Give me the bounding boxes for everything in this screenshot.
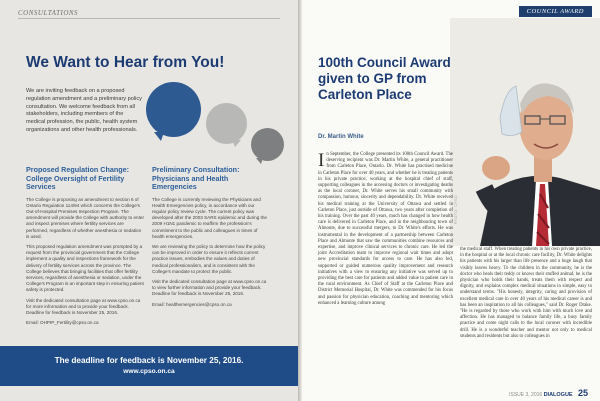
- deadline-banner: [0, 346, 298, 386]
- drop-cap: I: [318, 150, 325, 171]
- section-divider: [18, 18, 280, 19]
- fertility-link-paragraph[interactable]: Visit the dedicated consultation page at www.cpso.on.ca for more information and to provide your feedback. Deadline for feedback is November 25, 2016.: [26, 297, 141, 315]
- section-tag-council-award: COUNCIL AWARD: [519, 6, 592, 17]
- emergencies-link-paragraph[interactable]: Visit the dedicated consultation page at www.cpso.on.ca to view further information and provide your feedback. Deadline for feedback is November 25, 2016.: [152, 278, 267, 297]
- issue-label: ISSUE 3, 2016: [509, 392, 543, 398]
- left-page: [0, 0, 298, 401]
- photo-credit: PHOTO: CPSO: [454, 195, 458, 225]
- fertility-heading: Proposed Regulation Change: College Oversight of Fertility Services: [26, 165, 130, 191]
- deadline-text: The deadline for feedback is November 25, 2016.: [54, 356, 244, 365]
- page-title: We Want to Hear from You!: [26, 54, 225, 71]
- page-number: 25: [577, 388, 588, 398]
- fertility-paragraph: This proposed regulation amendment was prompted by a request from the provincial government that the College implement a quality and inspections framework for the delivery of fertility services across the province. The College believes that bringing facilities that offer fertility services, regardless of anesthesia or sedation, under the College's Program is an important step in ensuring patient safety is protected.: [26, 243, 144, 293]
- article-body-column-2: the medical staff. When treating patients in his own private practice, in the hospital or at the local chronic care facility, Dr. White delights his patients with his larger than life presence and a huge laugh that visibly leaves heavy. To the children in the community, he is the doctor who heals their teddy or knows their stuffed animal, he is the physician who holds their hands, treats them with respect and dignity, and explains complex medical situations in simple, easy to understand terms. "His honesty, integrity, caring and provision of excellent medical care in over 40 years of his medical career is and has been an inspiration to all his colleagues," said Dr. Roger Drake. "He is regarded by those who work with him with much love and affection. He has managed to balance family life, a busy family practice and come night calls to the local coroner with incredible drill. He is a wonderful teacher and mentor not only to medical students and residents but also to colleagues in: [460, 247, 592, 339]
- section-tag-consultations: CONSULTATIONS: [18, 9, 79, 17]
- emergencies-email[interactable]: Email: healthemergencies@cpso.on.ca: [152, 301, 232, 307]
- right-page: [302, 0, 600, 401]
- article-body-column-1: [318, 152, 453, 307]
- speech-bubble-blue-icon: [146, 82, 201, 137]
- consultation-emergencies-column: [152, 166, 270, 312]
- speech-bubble-grey-icon: [206, 103, 247, 144]
- page-footer: [509, 388, 588, 398]
- emergencies-heading: Preliminary Consultation: Physicians and Health Emergencies: [152, 165, 240, 191]
- speech-bubble-dark-icon: [251, 128, 284, 161]
- publication-name: DIALOGUE: [543, 392, 573, 398]
- article-body-text: n September, the College presented its 100th Council Award. The deserving recipient was Dr. Martin White, a general practitioner from Carleton Place, Ontario. Dr. White has practised medicine in Carleton Place for over 40 years, and whether he is treating patients in his private practice, working at the hospital chief of staff, supporting colleagues in the accessing doctors or investigating deaths as the local coroner, Dr. White serves his small community with compassion, humour, sincerity and dependability. Dr. White received his medical training at the University of Ottawa and settled in Carleton Place, just outside of Ottawa, two years after completion of his training. Over the past 40 years, much has changed in how health care is delivered in Carleton Place, and in the neighbouring town of Almonte, due to successful mergers, to Dr. White's efforts. He was instrumental in the development of a partnership between Carleton Place and Almonte that saw the communities combine resources and expertise, and improve clinical services to chronic care. He led the joint Accreditation team to improve regional wait times and adopt new provincial standards for access to care. He has also led, supported or guided numerous quality improvement and research initiatives with a view to ensuring any initiative was served up to providing the best care for patients and added value to patient care in the rural environment. As Chief of Staff at the Carleton Place and District Memorial Hospital, Dr. White was commended for his focus and passion for physician education, coaching and mentoring which enhanced a learning culture among: [318, 152, 453, 306]
- article-title: 100th Council Award given to GP from Carleton Place: [318, 55, 451, 102]
- article-byline: Dr. Martin White: [318, 134, 364, 140]
- emergencies-paragraph: The College is currently reviewing the Physicians and Health Emergencies policy, in accordance with our regular policy review cycle. The current policy was developed after the 2003 SARS epidemic and during the 2009 H1N1 pandemic to reaffirm the profession's commitment to the public and colleagues in times of health emergencies.: [152, 196, 267, 239]
- website-link[interactable]: www.cpso.on.ca: [123, 368, 175, 375]
- emergencies-paragraph: We are reviewing the policy to determine how the policy can be improved in order to ensure it reflects current practice issues, embodies the values and duties of medical professionalism, and is consistent with the College's mandate to protect the public.: [152, 243, 266, 274]
- award-recipient-photo: [450, 18, 600, 246]
- fertility-paragraph: The College is proposing an amendment to section 6 of Ontario Regulation 114/94 which concerns the College's Out-of-Hospital Premises Inspection Program. The amendment will provide the College with authority to enter and inspect premises where fertility services are performed, regardless of whether anesthesia or sedation is used.: [26, 196, 144, 239]
- consultation-fertility-column: [26, 166, 144, 330]
- intro-paragraph: We are inviting feedback on a proposed regulation amendment and a preliminary policy consultation. We welcome feedback from all stakeholders, including members of the medical profession, the public, health system organizations and other health professionals.: [26, 88, 142, 133]
- fertility-email[interactable]: Email: OHPIP_Fertility@cpso.on.ca: [26, 320, 99, 326]
